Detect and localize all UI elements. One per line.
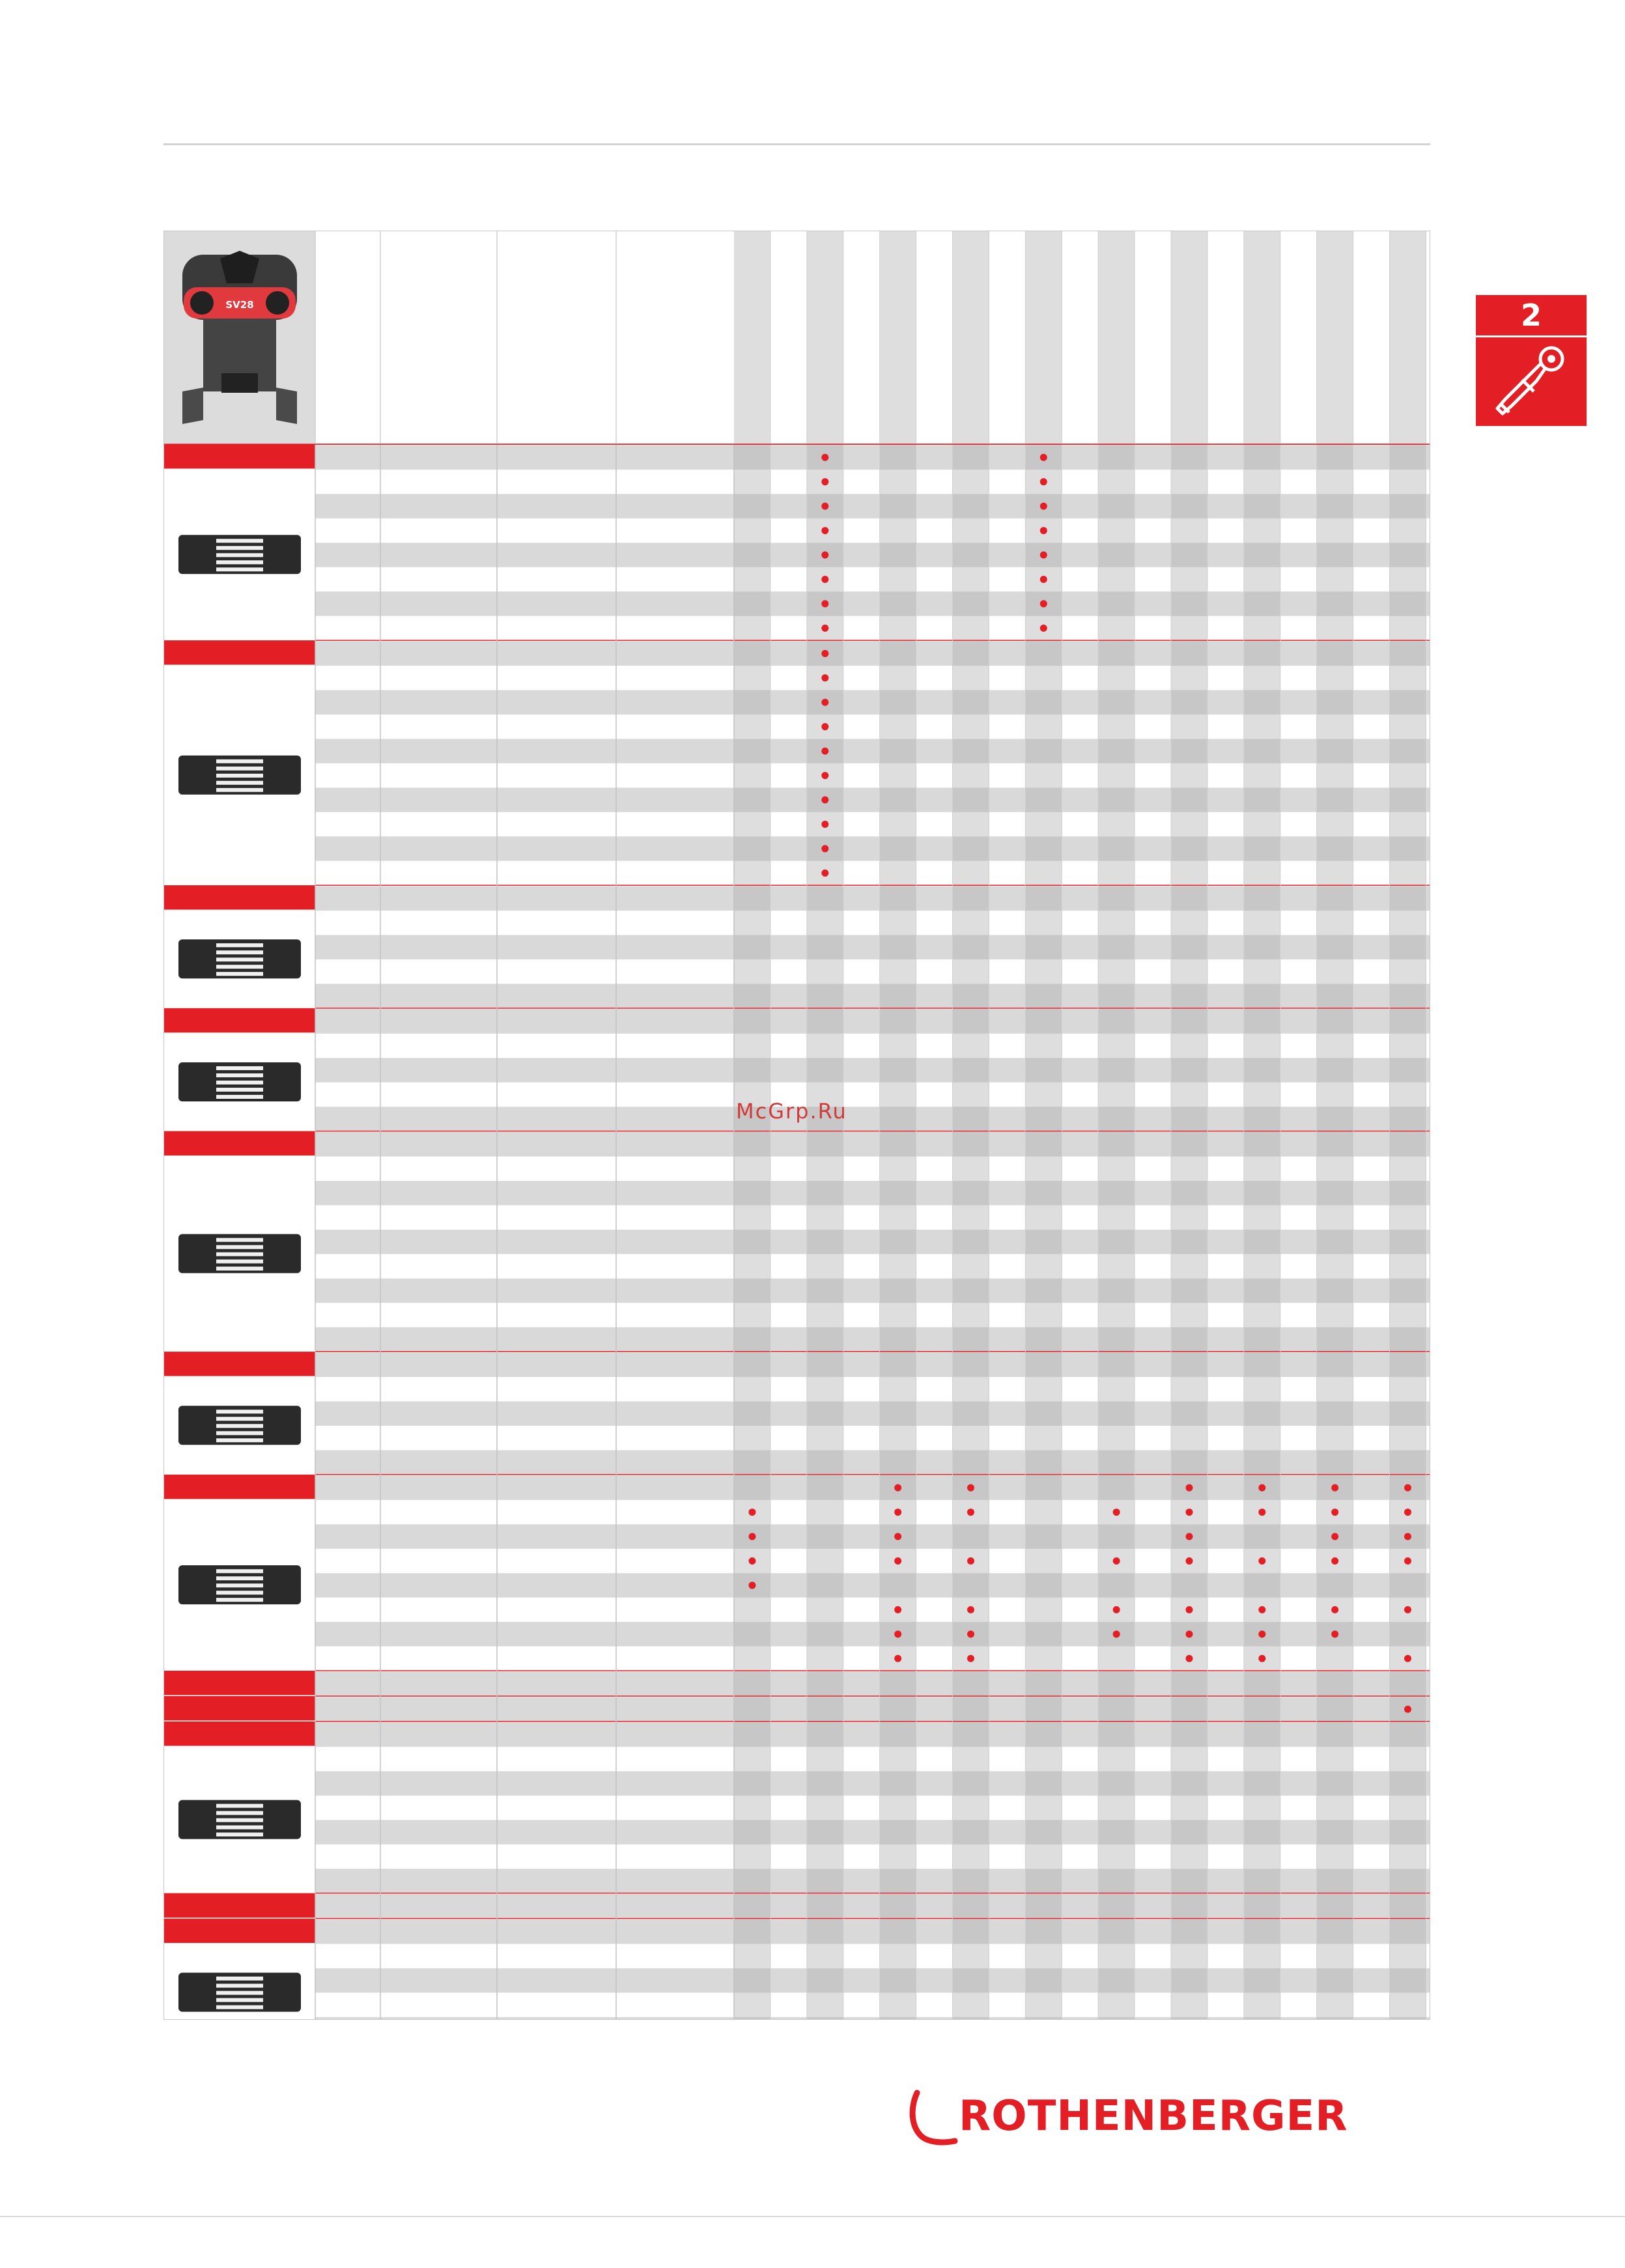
- jaw-profile-4-insert: [216, 1081, 263, 1084]
- table-row: [315, 836, 1430, 860]
- jaw-profile-1-insert: [216, 546, 263, 550]
- table-row: [315, 1722, 1430, 1746]
- table-row: [315, 739, 1430, 763]
- brand-swoosh-icon: [905, 2088, 964, 2146]
- jaw-profile-9-insert: [216, 2006, 263, 2009]
- group-label-bar: [164, 1671, 315, 1695]
- jaw-profile-5-insert: [216, 1238, 263, 1242]
- table-row: [315, 591, 1430, 616]
- compatibility-dot: [894, 1630, 901, 1637]
- group-label-bar: [164, 1696, 315, 1720]
- table-row: [315, 446, 1430, 470]
- table-row: [315, 1353, 1430, 1377]
- table-row: [315, 690, 1430, 715]
- compatibility-dot: [1040, 503, 1047, 510]
- jaw-profile-9-insert: [216, 1998, 263, 2002]
- jaw-profile-8-insert: [216, 1804, 263, 1807]
- group-label-bar: [164, 1919, 315, 1943]
- jaw-profile-9-insert: [216, 1991, 263, 1995]
- press-jaw-label: SV28: [225, 299, 254, 311]
- table-row: [315, 1771, 1430, 1795]
- jaw-profile-6-insert: [216, 1417, 263, 1421]
- group-label-bar: [164, 885, 315, 909]
- compatibility-dot: [1404, 1557, 1411, 1565]
- group-label-bar: [164, 1893, 315, 1918]
- compatibility-dot: [1185, 1655, 1193, 1662]
- table-row: [315, 494, 1430, 518]
- jaw-profile-4-insert: [216, 1088, 263, 1092]
- table-row: [315, 1869, 1430, 1893]
- table-row: [315, 1230, 1430, 1254]
- jaw-profile-6-insert: [216, 1410, 263, 1413]
- jaw-profile-5-insert: [216, 1260, 263, 1264]
- chapter-tab[interactable]: [1476, 295, 1587, 426]
- jaw-profile-3-insert: [216, 972, 263, 976]
- compatibility-dot: [894, 1655, 901, 1662]
- jaw-profile-3-insert: [216, 943, 263, 947]
- jaw-profile-8-insert: [216, 1818, 263, 1822]
- jaw-profile-4-insert: [216, 1095, 263, 1099]
- table-row: [315, 1672, 1430, 1696]
- compatibility-dot: [1113, 1509, 1120, 1516]
- compatibility-dot: [1113, 1606, 1120, 1613]
- compatibility-dot: [748, 1581, 756, 1589]
- table-row: [315, 1524, 1430, 1548]
- jaw-profile-4-insert: [216, 1066, 263, 1070]
- jaw-profile-4-insert: [216, 1073, 263, 1077]
- jaw-profile-5-insert: [216, 1267, 263, 1271]
- jaw-profile-6-insert: [216, 1438, 263, 1442]
- jaw-profile-3-insert: [216, 957, 263, 961]
- jaw-profile-7-insert: [216, 1591, 263, 1595]
- compatibility-dot: [1113, 1557, 1120, 1565]
- table-row: [315, 1107, 1430, 1131]
- table-row: [315, 1894, 1430, 1918]
- jaw-profile-7-insert: [216, 1569, 263, 1573]
- compatibility-dot: [821, 576, 828, 583]
- compatibility-dot: [1404, 1509, 1411, 1516]
- compatibility-dot: [967, 1630, 974, 1637]
- brand-name: ROTHENBERGER: [959, 2092, 1348, 2140]
- table-row: [315, 1181, 1430, 1205]
- group-label-bar: [164, 640, 315, 664]
- compatibility-dot: [821, 674, 828, 681]
- table-row: [315, 1402, 1430, 1426]
- compatibility-dot: [1040, 625, 1047, 632]
- compatibility-dot: [1258, 1484, 1265, 1492]
- compatibility-dot: [821, 845, 828, 852]
- press-jaw-foot-left: [182, 388, 203, 424]
- jaw-profile-7-insert: [216, 1576, 263, 1580]
- compatibility-dot: [1331, 1630, 1338, 1637]
- table-row: [315, 642, 1430, 666]
- table-row: [315, 1327, 1430, 1352]
- compatibility-dot: [1185, 1557, 1193, 1565]
- chapter-number: 2: [1520, 298, 1542, 333]
- press-tool-icon: [1486, 341, 1577, 422]
- table-row: [315, 1279, 1430, 1303]
- watermark: McGrp.Ru: [736, 1099, 847, 1124]
- press-jaw-slot: [221, 373, 258, 393]
- compatibility-dot: [1404, 1606, 1411, 1613]
- compatibility-dot: [1331, 1533, 1338, 1540]
- compatibility-dot: [894, 1606, 901, 1613]
- press-jaw-pin-left: [190, 291, 214, 315]
- compatibility-dot: [1404, 1655, 1411, 1662]
- table-row: [315, 984, 1430, 1008]
- group-label-bar: [164, 1475, 315, 1499]
- jaw-profile-5-insert: [216, 1245, 263, 1249]
- compatibility-dot: [821, 699, 828, 706]
- compatibility-dot: [821, 625, 828, 632]
- compatibility-dot: [1040, 527, 1047, 534]
- top-rule: [163, 143, 1430, 145]
- compatibility-dot: [894, 1557, 901, 1565]
- table-row: [315, 1058, 1430, 1082]
- jaw-profile-2-insert: [216, 774, 263, 778]
- compatibility-dot: [1040, 576, 1047, 583]
- chapter-tab-divider: [1476, 335, 1587, 337]
- compatibility-dot: [967, 1557, 974, 1565]
- compatibility-dot: [748, 1509, 756, 1516]
- compatibility-dot: [821, 797, 828, 804]
- table-row: [315, 1573, 1430, 1597]
- compatibility-dot: [1331, 1557, 1338, 1565]
- compatibility-dot: [821, 503, 828, 510]
- table-row: [315, 1697, 1430, 1721]
- compatibility-dot: [1258, 1630, 1265, 1637]
- jaw-profile-1-insert: [216, 553, 263, 557]
- jaw-profile-9-insert: [216, 1977, 263, 1981]
- bottom-rule: [0, 2216, 1625, 2217]
- compatibility-dot: [1040, 600, 1047, 607]
- compatibility-dot: [967, 1655, 974, 1662]
- compatibility-dot: [967, 1484, 974, 1492]
- jaw-profile-2-insert: [216, 781, 263, 785]
- group-label-bar: [164, 1131, 315, 1155]
- table-row: [315, 1009, 1430, 1033]
- table-row: [315, 935, 1430, 959]
- jaw-profile-8-insert: [216, 1811, 263, 1815]
- jaw-profile-9-insert: [216, 1984, 263, 1988]
- press-jaw-foot-right: [276, 388, 297, 424]
- compatibility-dot: [821, 772, 828, 779]
- compatibility-dot: [1258, 1606, 1265, 1613]
- compatibility-dot: [1331, 1509, 1338, 1516]
- compatibility-dot: [967, 1606, 974, 1613]
- jaw-profile-6-insert: [216, 1431, 263, 1435]
- jaw-profile-1-insert: [216, 560, 263, 564]
- jaw-profile-2-insert: [216, 767, 263, 771]
- compatibility-dot: [1331, 1484, 1338, 1492]
- compatibility-dot: [1258, 1509, 1265, 1516]
- compatibility-dot: [821, 748, 828, 755]
- jaw-profile-3-insert: [216, 950, 263, 954]
- compatibility-dot: [821, 821, 828, 828]
- compatibility-dot: [1040, 552, 1047, 559]
- table-row: [315, 543, 1430, 567]
- group-label-bar: [164, 1352, 315, 1376]
- table-row: [315, 1450, 1430, 1474]
- table-grid: [164, 231, 1430, 2019]
- compatibility-dot: [1185, 1509, 1193, 1516]
- group-label-bar: [164, 1722, 315, 1746]
- compatibility-dot: [821, 454, 828, 461]
- compatibility-dot: [748, 1533, 756, 1540]
- press-jaw-pin-right: [266, 291, 289, 315]
- compatibility-dot: [1185, 1630, 1193, 1637]
- jaw-profile-6-insert: [216, 1424, 263, 1428]
- jaw-profile-7-insert: [216, 1598, 263, 1602]
- compatibility-dot: [1040, 478, 1047, 485]
- table-row: [315, 1920, 1430, 1944]
- compatibility-dot: [1185, 1484, 1193, 1492]
- jaw-profile-3-insert: [216, 965, 263, 969]
- jaw-profile-7-insert: [216, 1583, 263, 1587]
- compatibility-table: [163, 231, 1430, 2020]
- table-row: [315, 1968, 1430, 1992]
- compatibility-dot: [967, 1509, 974, 1516]
- compatibility-dot: [1404, 1533, 1411, 1540]
- group-label-bar: [164, 1008, 315, 1032]
- table-row: [315, 886, 1430, 911]
- compatibility-dot: [1040, 454, 1047, 461]
- compatibility-dot: [1404, 1706, 1411, 1713]
- compatibility-dot: [821, 527, 828, 534]
- table-row: [315, 1820, 1430, 1844]
- compatibility-dot: [1258, 1655, 1265, 1662]
- compatibility-dot: [821, 478, 828, 485]
- jaw-profile-2-insert: [216, 788, 263, 792]
- jaw-profile-2-insert: [216, 759, 263, 763]
- compatibility-dot: [821, 723, 828, 730]
- jaw-profile-5-insert: [216, 1253, 263, 1256]
- compatibility-dot: [821, 552, 828, 559]
- table-row: [315, 2017, 1430, 2019]
- group-label-bar: [164, 444, 315, 468]
- jaw-profile-1-insert: [216, 567, 263, 571]
- table-row: [315, 787, 1430, 812]
- compatibility-dot: [1113, 1630, 1120, 1637]
- jaw-profile-1-insert: [216, 539, 263, 543]
- jaw-profile-8-insert: [216, 1832, 263, 1836]
- compatibility-dot: [1404, 1484, 1411, 1492]
- compatibility-dot: [821, 870, 828, 877]
- jaw-profile-8-insert: [216, 1825, 263, 1829]
- compatibility-dot: [748, 1557, 756, 1565]
- compatibility-dot: [894, 1484, 901, 1492]
- compatibility-dot: [894, 1509, 901, 1516]
- compatibility-dot: [894, 1533, 901, 1540]
- compatibility-dot: [1185, 1533, 1193, 1540]
- brand-logo: [905, 2088, 1361, 2146]
- compatibility-dot: [821, 600, 828, 607]
- compatibility-dot: [1258, 1557, 1265, 1565]
- compatibility-dot: [1331, 1606, 1338, 1613]
- table-row: [315, 1132, 1430, 1156]
- compatibility-dot: [1185, 1606, 1193, 1613]
- compatibility-dot: [821, 650, 828, 657]
